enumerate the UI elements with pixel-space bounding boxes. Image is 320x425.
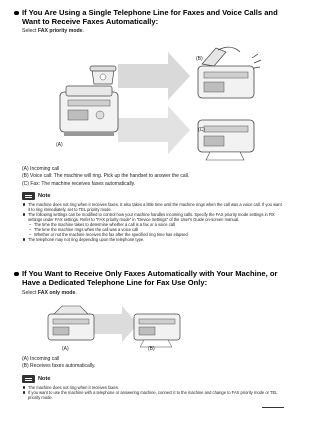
incoming-machine-icon <box>48 306 94 340</box>
section1-mode-name: FAX priority mode <box>37 28 83 34</box>
note-item: The machine does not ring when it receives faxes. It also takes a little time until the machine rings when the call was a voice call. If you want it to ring immediately, set to TEL priority mode. <box>22 202 284 212</box>
caption-voice-call: (B) Voice call: The machine will ring. Pick up the handset to answer the call. <box>22 173 190 180</box>
note-item: If you want to use the machine with a telephone or answering machine, connect it to the machine and change to FAX priority mode or TEL priority mode. <box>22 390 284 400</box>
section1-note <box>22 192 284 266</box>
section2-illustration <box>44 302 184 352</box>
bullet-icon <box>14 11 19 16</box>
note-item: The telephone may not ring depending upon the telephone type. <box>22 237 284 242</box>
note-icon <box>22 192 35 200</box>
section1-select-instruction: Select FAX priority mode. <box>22 28 84 34</box>
section2-heading: If You Want to Receive Only Faxes Automatically with Your Machine, or Have a Dedicated Telephone Line for Fax Use Only: <box>14 269 282 288</box>
note-subitem: – The time the machine rings when the call was a voice call <box>22 227 284 232</box>
caption-incoming-call: (A) Incoming call <box>22 166 60 172</box>
note-list <box>22 385 284 400</box>
note-list <box>22 202 284 242</box>
note-icon <box>22 375 35 383</box>
note-item: The machine does not ring when it receives faxes. <box>22 385 284 390</box>
fax-priority-illustration <box>40 46 280 164</box>
section2-note <box>22 375 284 405</box>
section2-select-instruction: Select FAX only mode. <box>22 290 77 296</box>
section2-mode-name: FAX only mode <box>37 290 76 296</box>
note-item: The following settings can be modified to control how your machine handles incoming calls. Specify the FAX priority mode settings in RX settings under FAX settings. Refer to "FAX priority mode" in "Device Settings" of the User's Guide on-screen manual. <box>22 212 284 222</box>
incoming-machine-icon <box>60 86 118 136</box>
note-title: Note <box>38 376 51 382</box>
figure1-label-b: (B) <box>196 56 203 62</box>
figure2-label-a: (A) <box>62 346 69 352</box>
footer-rule <box>262 407 284 408</box>
voice-call-machine-icon <box>198 47 261 98</box>
figure1-label-c: (C) <box>198 127 205 133</box>
figure2-label-b: (B) <box>148 346 155 352</box>
fax-receiving-machine-icon <box>134 314 180 347</box>
caption-fax: (C) Fax: The machine receives faxes automatically. <box>22 180 136 187</box>
section1-illustration <box>40 46 280 164</box>
section1-captions <box>22 166 189 188</box>
caption-incoming-call: (A) Incoming call <box>22 356 60 362</box>
caption-receives-faxes: (B) Receives faxes automatically. <box>22 363 96 370</box>
fax-receiving-machine-icon <box>198 120 254 160</box>
section2-captions <box>22 356 96 371</box>
note-title: Note <box>38 193 51 199</box>
bullet-icon <box>14 272 19 277</box>
fax-only-illustration <box>44 302 184 352</box>
note-subitem: – The time the machine takes to determine whether a call is a fax or a voice call <box>22 222 284 227</box>
telephone-icon <box>90 66 116 84</box>
note-subitem: – Whether or not the machine receives the fax after the specified ring time has elapsed <box>22 232 284 237</box>
section1-heading: If You Are Using a Single Telephone Line for Faxes and Voice Calls and Want to Receive Faxes Automatically: <box>14 8 282 27</box>
figure1-label-a: (A) <box>56 142 63 148</box>
